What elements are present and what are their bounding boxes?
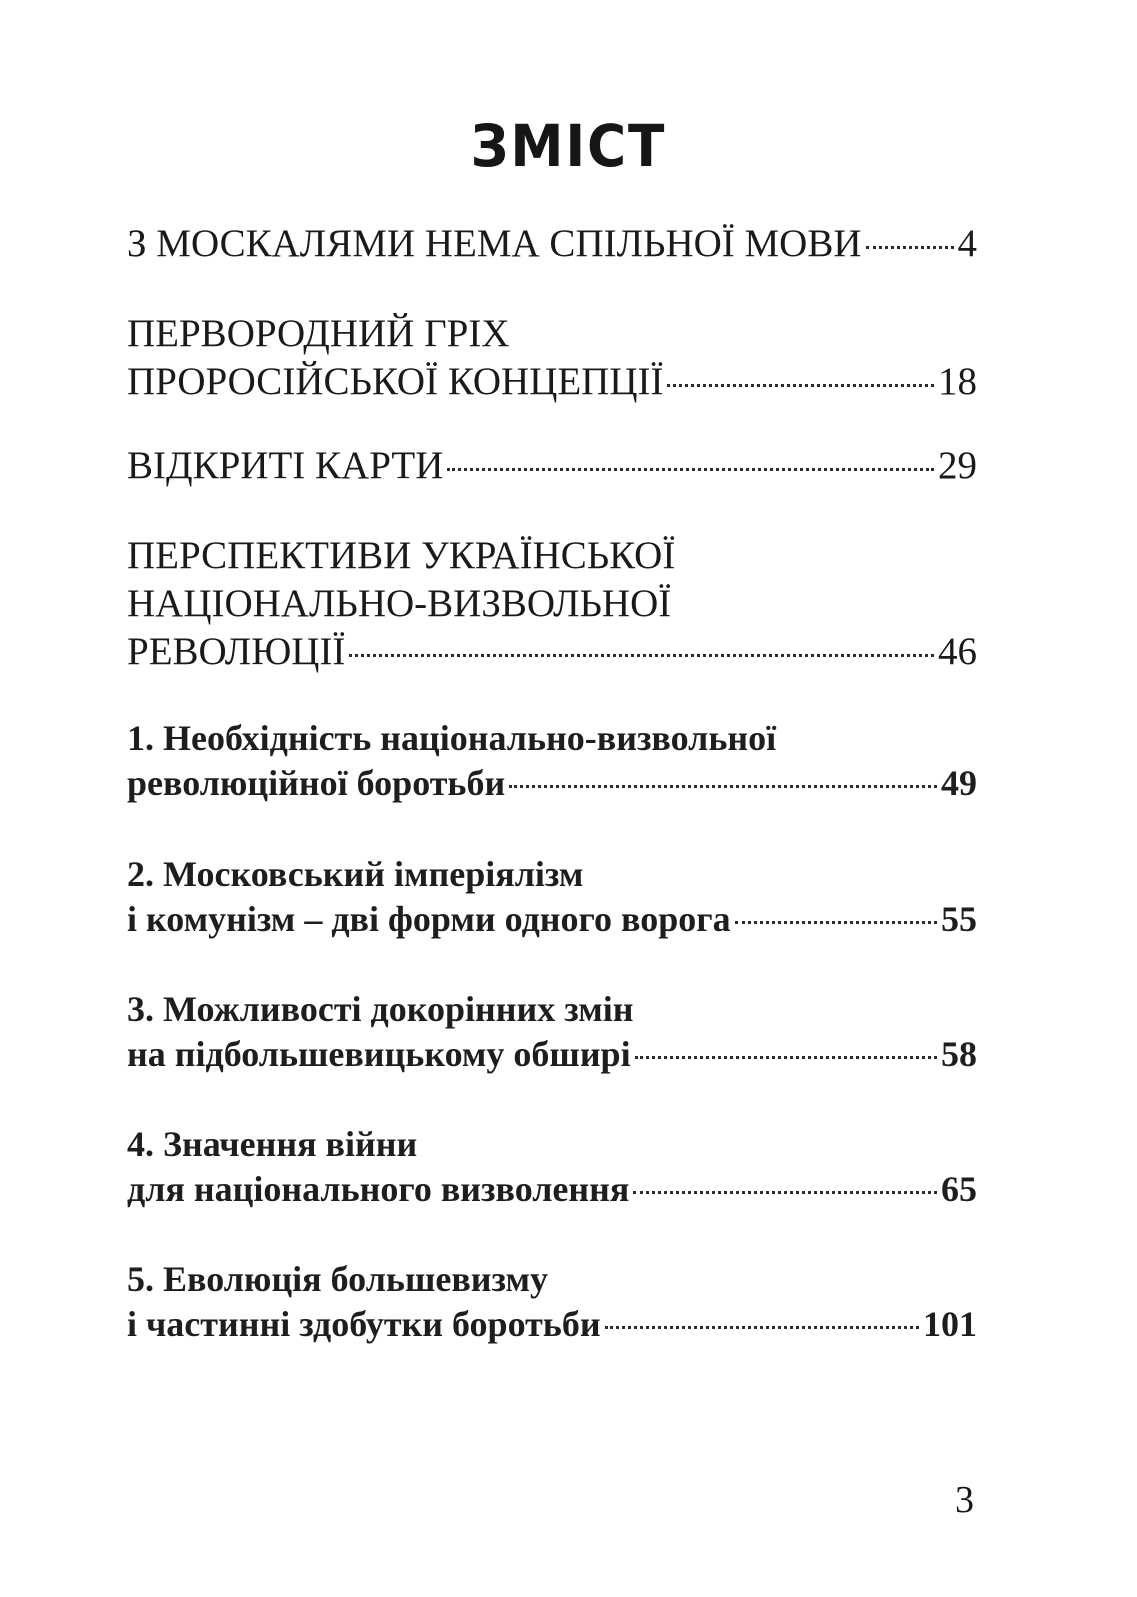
toc-entry-line: 5. Еволюція большевизму — [127, 1259, 548, 1299]
toc-entry[interactable] — [127, 716, 977, 806]
toc-entry-line: ПРОРОСІЙСЬКОЇ КОНЦЕПЦІЇ — [127, 360, 664, 403]
toc-entry-line: РЕВОЛЮЦІЇ — [127, 630, 346, 673]
toc-entry[interactable] — [127, 220, 977, 268]
dot-leader — [447, 468, 934, 471]
toc-entry-line: революційної боротьби — [127, 763, 506, 803]
toc-entry-line: З МОСКАЛЯМИ НЕМА СПІЛЬНОЇ МОВИ — [127, 222, 862, 265]
toc-page-ref: 18 — [938, 360, 977, 403]
toc-entry[interactable] — [127, 310, 977, 406]
toc-entry[interactable] — [127, 442, 977, 490]
toc-title: ЗМІСТ — [470, 112, 667, 180]
toc-page-ref: 65 — [941, 1169, 977, 1209]
toc-entry-line: 4. Значення війни — [127, 1124, 418, 1164]
toc-entry-line: НАЦІОНАЛЬНО-ВИЗВОЛЬНОЇ — [127, 582, 672, 625]
dot-leader — [633, 1191, 937, 1194]
toc-page-ref: 101 — [923, 1304, 977, 1344]
toc-page-ref: 46 — [938, 630, 977, 673]
toc-entry-line: на підбольшевицькому обширі — [127, 1034, 631, 1074]
toc-entry-line: і комунізм – дві форми одного ворога — [127, 899, 731, 939]
dot-leader — [866, 246, 954, 249]
toc-entry[interactable] — [127, 987, 977, 1077]
page-number: 3 — [955, 1479, 974, 1521]
toc-entry[interactable] — [127, 532, 977, 676]
toc-entry[interactable] — [127, 852, 977, 942]
dot-leader — [667, 384, 934, 387]
toc-entry[interactable] — [127, 1122, 977, 1212]
toc-entry-line: 1. Необхідність національно-визвольної — [127, 718, 777, 758]
toc-page-ref: 49 — [941, 763, 977, 803]
dot-leader — [635, 1056, 937, 1059]
dot-leader — [605, 1326, 919, 1329]
toc-entry-line: для національного визволення — [127, 1169, 630, 1209]
dot-leader — [349, 654, 934, 657]
toc-entry-line: і частинні здобутки боротьби — [127, 1304, 601, 1344]
toc-entry-line: ВІДКРИТІ КАРТИ — [127, 444, 444, 487]
toc-page-ref: 55 — [941, 899, 977, 939]
toc-entry-line: ПЕРВОРОДНИЙ ГРІХ — [127, 312, 510, 355]
toc-entry-line: 3. Можливості докорінних змін — [127, 989, 634, 1029]
toc-entry-line: 2. Московський імперіялізм — [127, 854, 584, 894]
toc-page-ref: 4 — [957, 222, 977, 265]
toc-entry-line: ПЕРСПЕКТИВИ УКРАЇНСЬКОЇ — [127, 534, 676, 577]
dot-leader — [735, 921, 937, 924]
toc-page-ref: 58 — [941, 1034, 977, 1074]
dot-leader — [509, 785, 937, 788]
toc-page-ref: 29 — [938, 444, 977, 487]
toc-entry[interactable] — [127, 1257, 977, 1347]
